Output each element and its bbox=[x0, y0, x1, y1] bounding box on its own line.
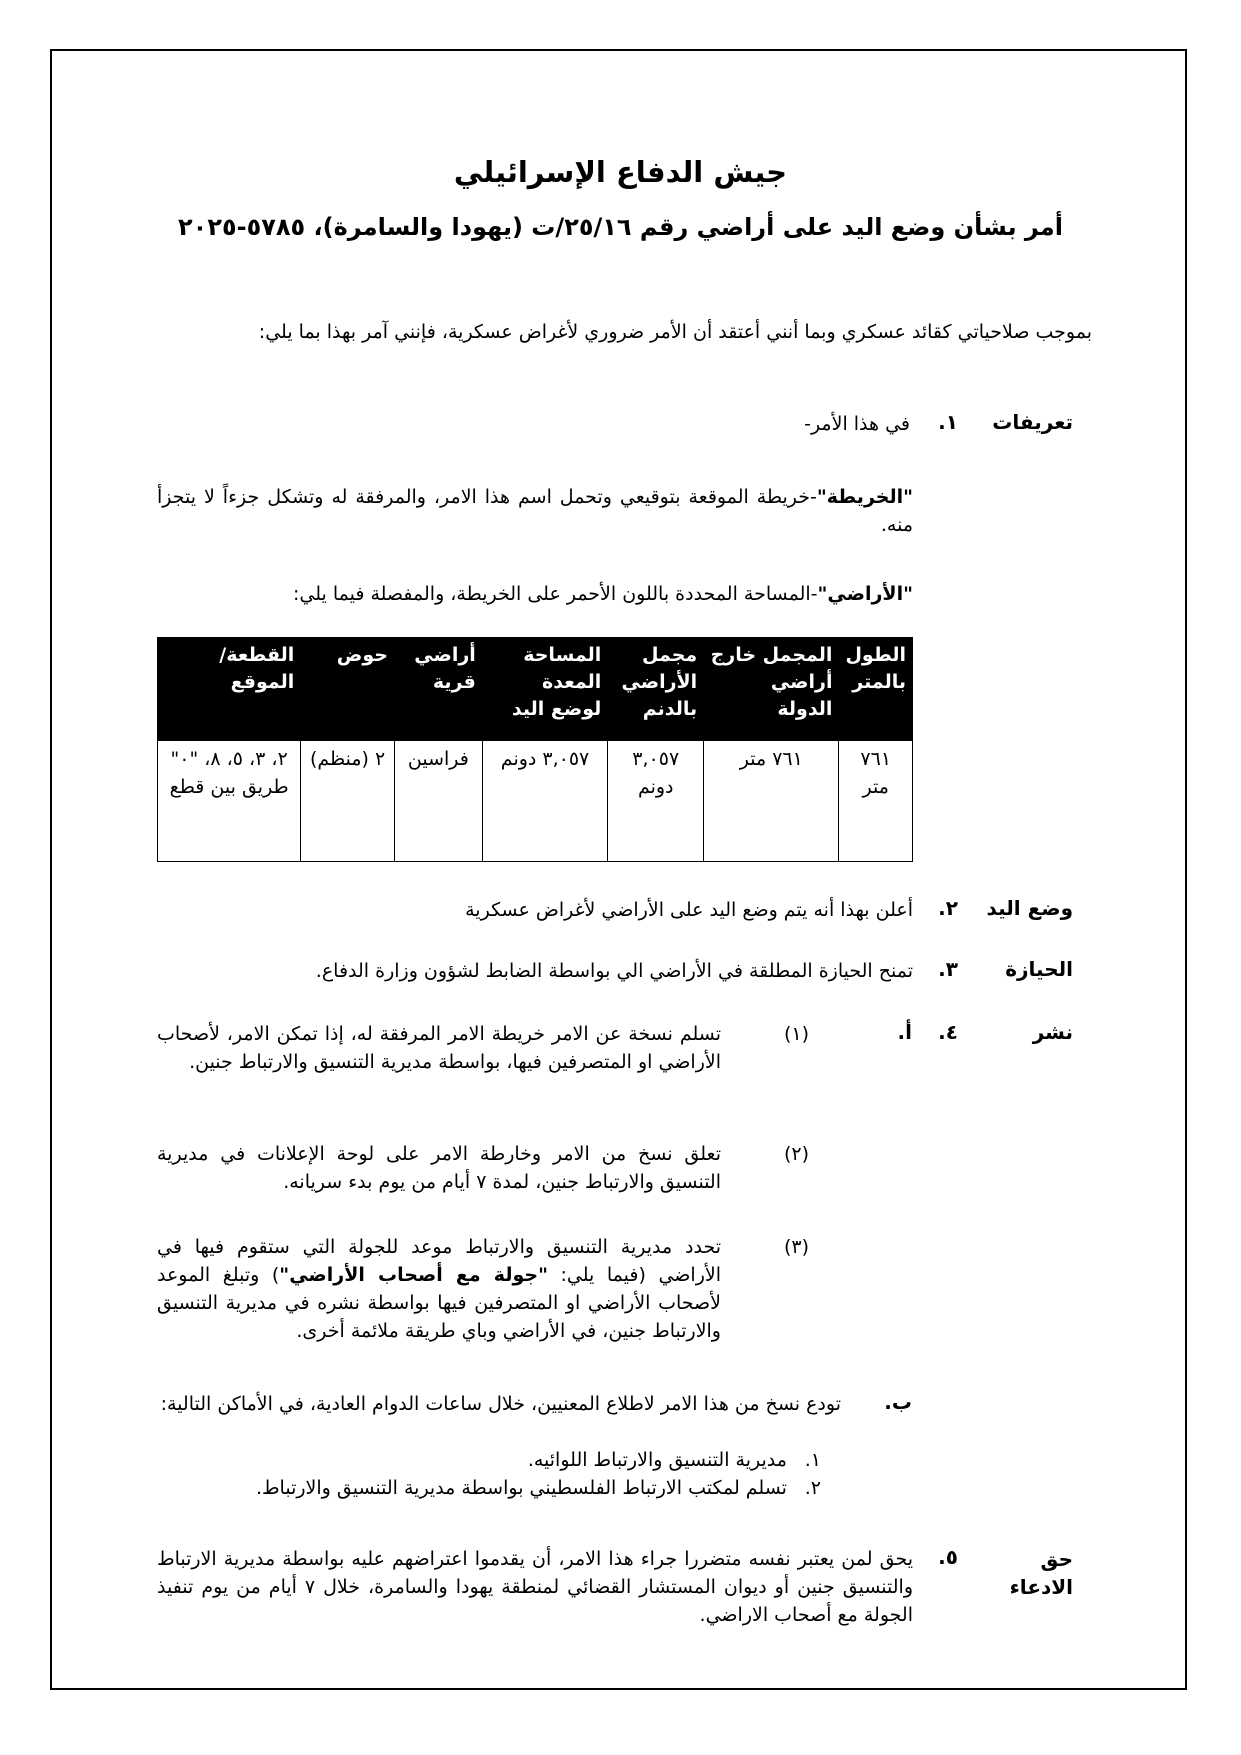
section-3-heading: الحيازة bbox=[1005, 957, 1073, 981]
table-cell: ٧٦١ متر bbox=[704, 741, 839, 862]
section-4b-label: ب. bbox=[884, 1390, 912, 1414]
table-header-row bbox=[158, 638, 913, 741]
table-cell: ٢ (منظم) bbox=[301, 741, 395, 862]
section-4b-list bbox=[157, 1446, 821, 1502]
item-3-text-start: تحدد مديرية التنسيق والارتباط موعد للجولة التي ستقوم فيها في الأراضي (فيما يلي: bbox=[157, 1236, 721, 1286]
section-5-number: ٥. bbox=[938, 1545, 958, 1569]
section-5-heading bbox=[1010, 1545, 1073, 1601]
table-header: المساحة المعدة لوضع اليد bbox=[482, 638, 608, 741]
list-item-text: تسلم لمكتب الارتباط الفلسطيني بواسطة مديرية التنسيق والارتباط. bbox=[255, 1477, 787, 1499]
order-subtitle: أمر بشأن وضع اليد على أراضي رقم ٢٥/١٦/ت (يهودا والسامرة)، ٥٧٨٥-٢٠٢٥ bbox=[178, 213, 1063, 241]
section-4-number: ٤. bbox=[938, 1020, 958, 1044]
section-4b-text: تودع نسخ من هذا الامر لاطلاع المعنيين، خلال ساعات الدوام العادية، في الأماكن التالية: bbox=[160, 1393, 841, 1415]
item-3-text-end: ) وتبلغ الموعد لأصحاب الأراضي او المتصرفين فيها بواسطة نشره في مديرية التنسيق والارتباط جنين، في الأراضي وباي طريقة ملائمة أخرى. bbox=[157, 1264, 721, 1342]
section-4a-item-3-text bbox=[157, 1233, 721, 1345]
table-row bbox=[158, 741, 913, 862]
definition-map-term: "الخريطة" bbox=[816, 486, 913, 508]
table-cell: ٧٦١ متر bbox=[839, 741, 913, 862]
definition-lands-term: "الأراضي" bbox=[817, 583, 913, 605]
table-cell: ٣,٠٥٧ دونم bbox=[482, 741, 608, 862]
list-item bbox=[157, 1474, 821, 1502]
definition-map bbox=[157, 483, 913, 539]
table-cell: فراسين bbox=[394, 741, 482, 862]
page-border bbox=[50, 49, 1187, 1690]
list-item bbox=[157, 1446, 821, 1474]
section-3-text: تمنح الحيازة المطلقة في الأراضي الي بواسطة الضابط لشؤون وزارة الدفاع. bbox=[315, 960, 913, 982]
table-header: مجمل الأراضي بالدنم bbox=[608, 638, 704, 741]
section-4a-item-3-label: (٣) bbox=[783, 1236, 809, 1258]
section-5-heading-line-2: الادعاء bbox=[1009, 1575, 1073, 1599]
section-4a-item-2-text: تعلق نسخ من الامر وخارطة الامر على لوحة الإعلانات في مديرية التنسيق والارتباط جنين، لمدة ٧ أيام من يوم بدء سريانه. bbox=[157, 1143, 721, 1193]
definition-lands-text: -المساحة المحددة باللون الأحمر على الخريطة، والمفصلة فيما يلي: bbox=[292, 583, 818, 605]
table-header: أراضي قرية bbox=[394, 638, 482, 741]
section-4a-item-1-text: تسلم نسخة عن الامر خريطة الامر المرفقة له، إذا تمكن الامر، لأصحاب الأراضي او المتصرفين فيها، بواسطة مديرية التنسيق والارتباط جنين. bbox=[157, 1023, 721, 1073]
table-header: القطعة/الموقع bbox=[158, 638, 301, 741]
list-item-number: ١. bbox=[804, 1449, 821, 1471]
section-2-heading: وضع اليد bbox=[986, 896, 1073, 920]
page-title: جيش الدفاع الإسرائيلي bbox=[453, 155, 788, 189]
section-5-text: يحق لمن يعتبر نفسه متضررا جراء هذا الامر، أن يقدموا اعتراضهم عليه بواسطة مديرية الارتباط والتنسيق جنين أو ديوان المستشار القضائي لمنطقة يهودا والسامرة، خلال ٧ أيام من يوم تنفيذ الجولة مع أصحاب الاراضي. bbox=[157, 1548, 914, 1626]
section-2-number: ٢. bbox=[938, 896, 958, 920]
section-5-heading-line-1: حق bbox=[1040, 1547, 1073, 1571]
section-4a-item-1-label: (١) bbox=[783, 1023, 809, 1045]
item-3-defined-term: "جولة مع أصحاب الأراضي" bbox=[279, 1264, 548, 1286]
table-header: الطول بالمتر bbox=[839, 638, 913, 741]
preamble: بموجب صلاحياتي كقائد عسكري وبما أنني أعتقد أن الأمر ضروري لأغراض عسكرية، فإنني آمر بهذا بما يلي: bbox=[258, 321, 1092, 343]
section-1-intro: في هذا الأمر- bbox=[804, 413, 910, 435]
table-cell: ٣,٠٥٧ دونم bbox=[608, 741, 704, 862]
section-4a-label: أ. bbox=[897, 1020, 912, 1044]
section-4a-item-2-label: (٢) bbox=[783, 1143, 809, 1165]
section-1-heading: تعريفات bbox=[992, 410, 1073, 434]
definition-lands bbox=[293, 580, 913, 608]
lands-table bbox=[157, 637, 913, 862]
section-3-number: ٣. bbox=[938, 957, 958, 981]
section-4-heading: نشر bbox=[1032, 1020, 1073, 1044]
list-item-text: مديرية التنسيق والارتباط اللوائيه. bbox=[527, 1449, 787, 1471]
table-header: المجمل خارج أراضي الدولة bbox=[704, 638, 839, 741]
section-1-number: ١. bbox=[938, 410, 958, 434]
definition-map-text: -خريطة الموقعة بتوقيعي وتحمل اسم هذا الامر، والمرفقة له وتشكل جزءاً لا يتجزأ منه. bbox=[157, 486, 913, 536]
table-header: حوض bbox=[301, 638, 395, 741]
list-item-number: ٢. bbox=[804, 1477, 821, 1499]
table-cell: ٢، ٣، ٥، ٨، "٠" طريق بين قطع bbox=[158, 741, 301, 862]
section-2-text: أعلن بهذا أنه يتم وضع اليد على الأراضي لأغراض عسكرية bbox=[465, 899, 913, 921]
